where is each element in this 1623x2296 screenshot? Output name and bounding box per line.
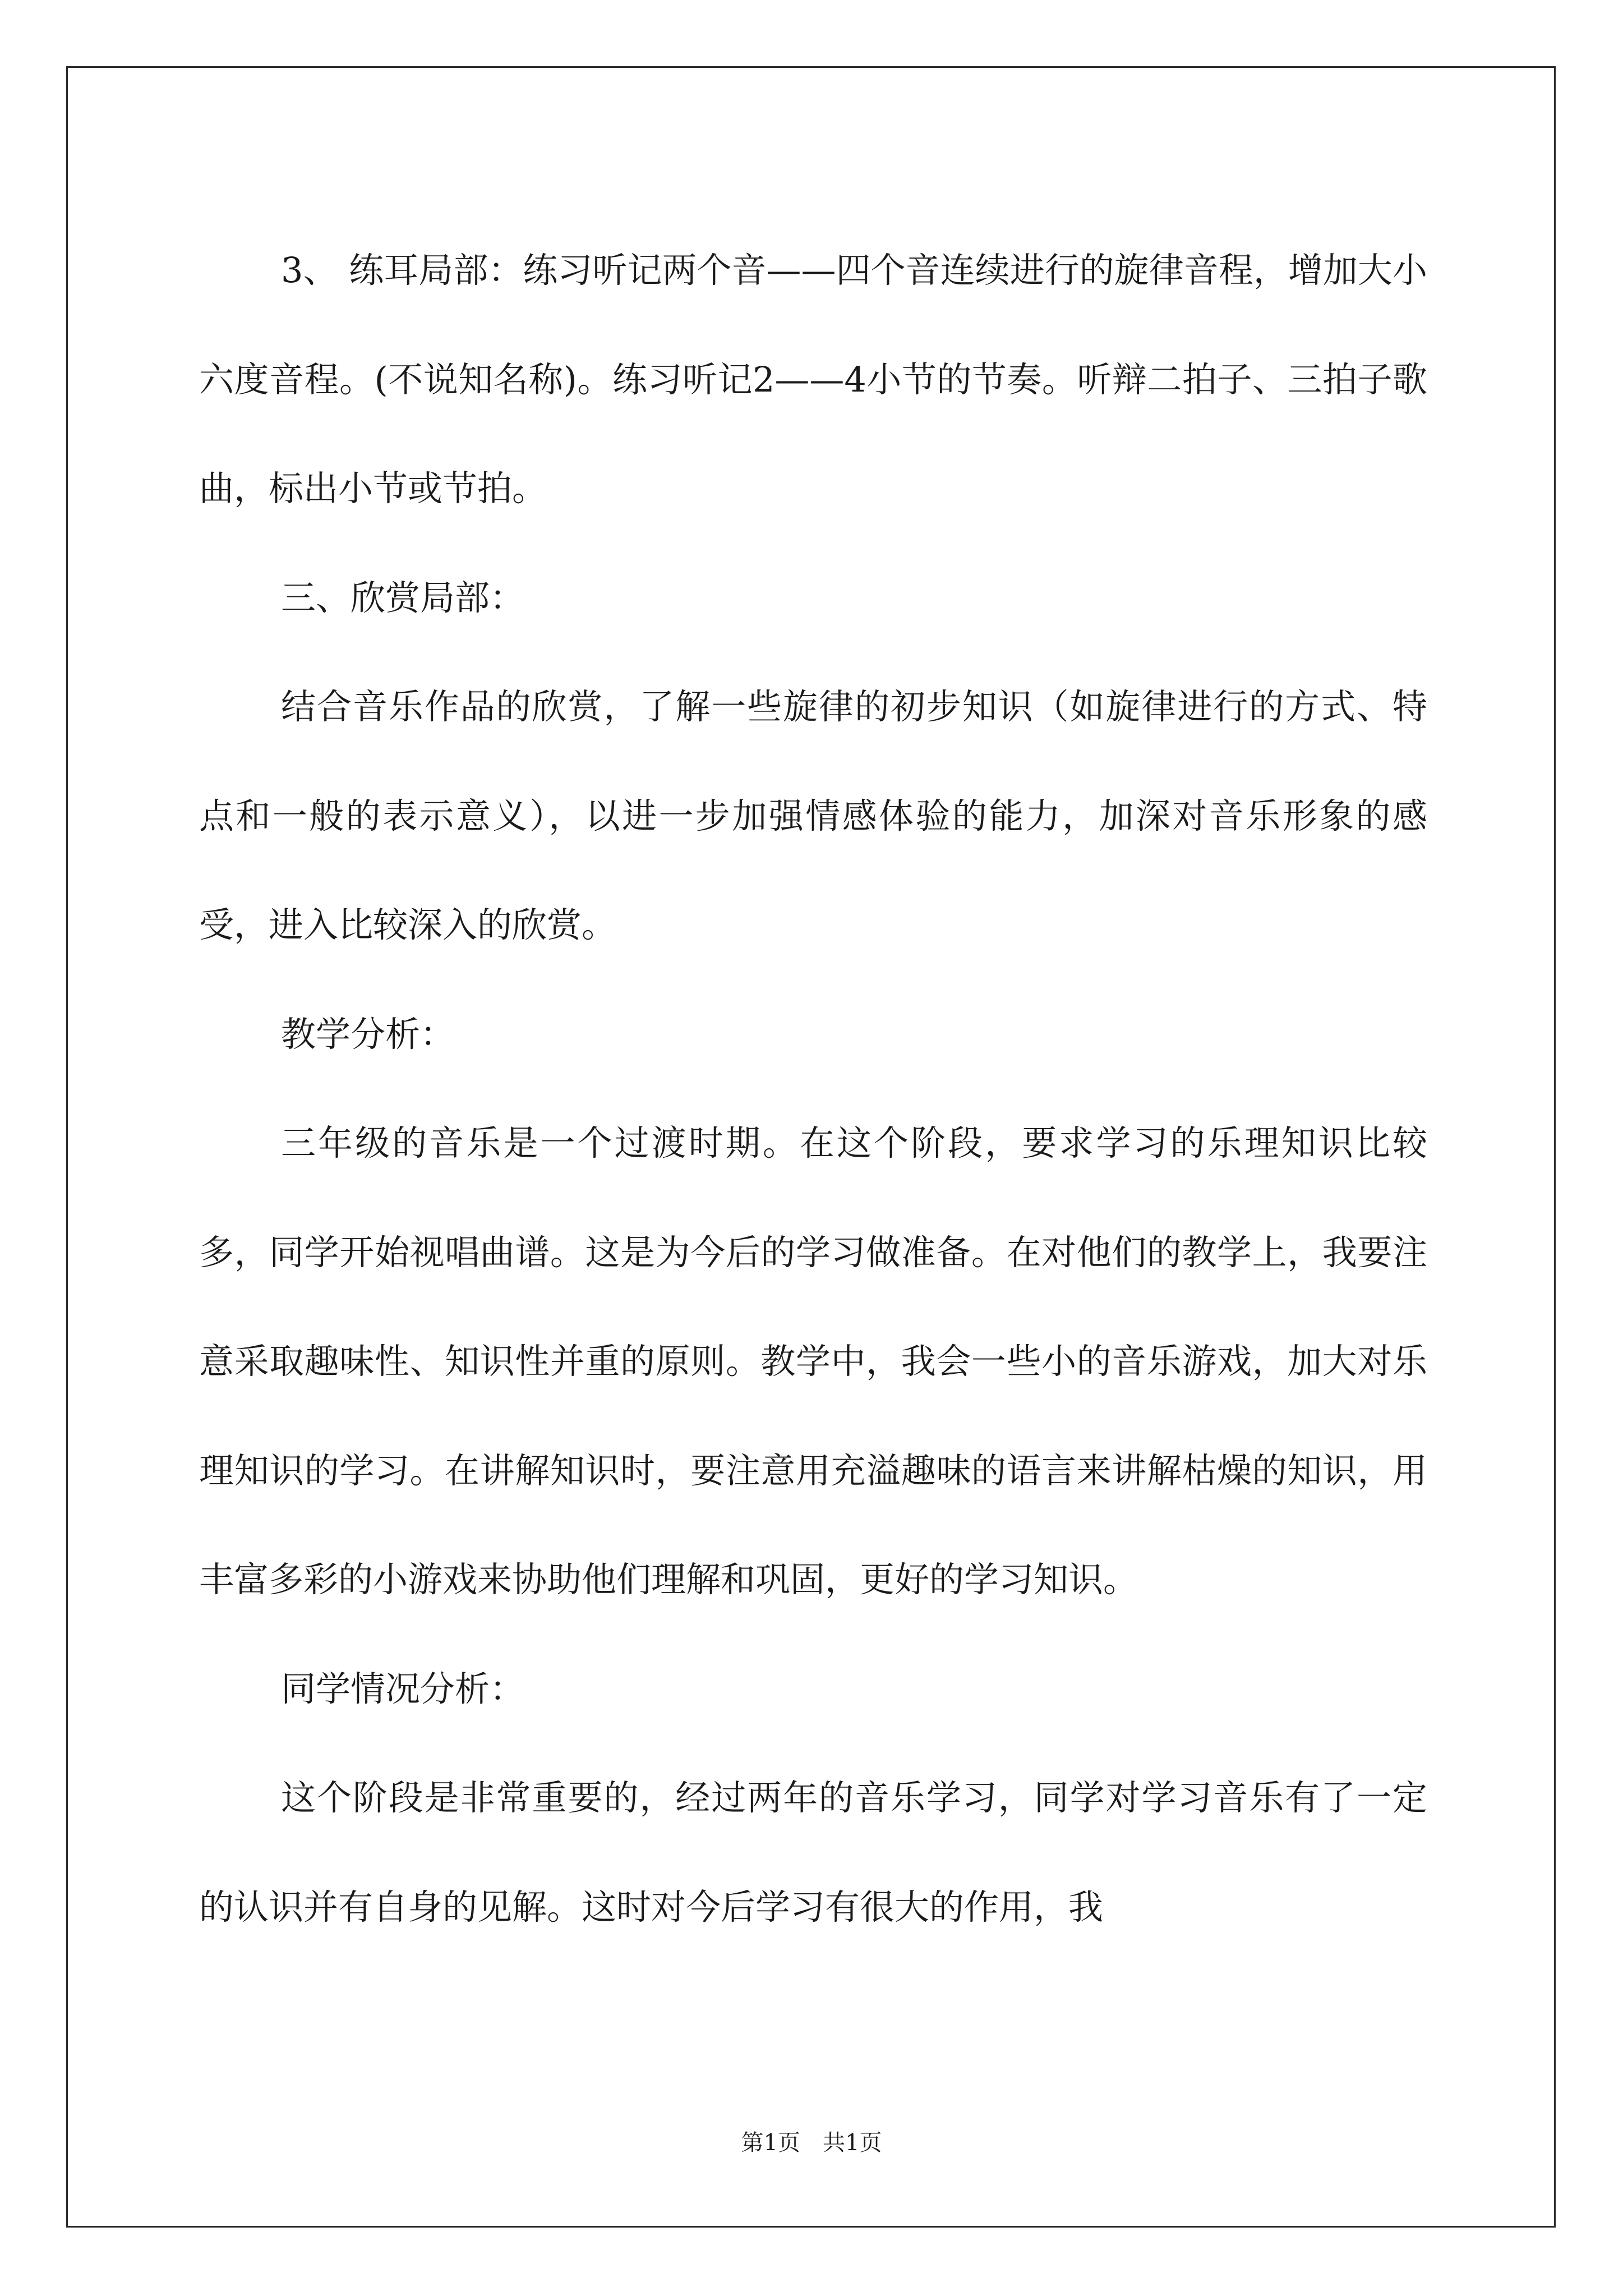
page-number: 第1页 bbox=[741, 2130, 800, 2156]
heading-teaching-analysis: 教学分析： bbox=[281, 1013, 455, 1055]
document-body bbox=[199, 216, 1427, 1962]
paragraph-ear-training: 3、 练耳局部：练习听记两个音——四个音连续进行的旋律音程，增加大小六度音程。(不说知名称)。练习听记2——4小节的节奏。听辩二拍子、三拍子歌曲，标出小节或节拍。 bbox=[199, 250, 1427, 509]
paragraph-appreciation: 结合音乐作品的欣赏，了解一些旋律的初步知识（如旋律进行的方式、特点和一般的表示意义），以进一步加强情感体验的能力，加深对音乐形象的感受，进入比较深入的欣赏。 bbox=[199, 686, 1427, 945]
heading-student-analysis: 同学情况分析： bbox=[281, 1668, 525, 1709]
page-footer bbox=[0, 2129, 1623, 2157]
paragraph-student-analysis: 这个阶段是非常重要的，经过两年的音乐学习，同学对学习音乐有了一定的认识并有自身的见解。这时对今后学习有很大的作用，我 bbox=[199, 1777, 1427, 1927]
paragraph-teaching-analysis: 三年级的音乐是一个过渡时期。在这个阶段，要求学习的乐理知识比较多，同学开始视唱曲谱。这是为今后的学习做准备。在对他们的教学上，我要注意采取趣味性、知识性并重的原则。教学中，我会一些小的音乐游戏，加大对乐理知识的学习。在讲解知识时，要注意用充溢趣味的语言来讲解枯燥的知识，用丰富多彩的小游戏来协助他们理解和巩固，更好的学习知识。 bbox=[199, 1122, 1427, 1600]
page-total: 共1页 bbox=[823, 2130, 882, 2156]
heading-appreciation: 三、欣赏局部： bbox=[281, 577, 525, 618]
